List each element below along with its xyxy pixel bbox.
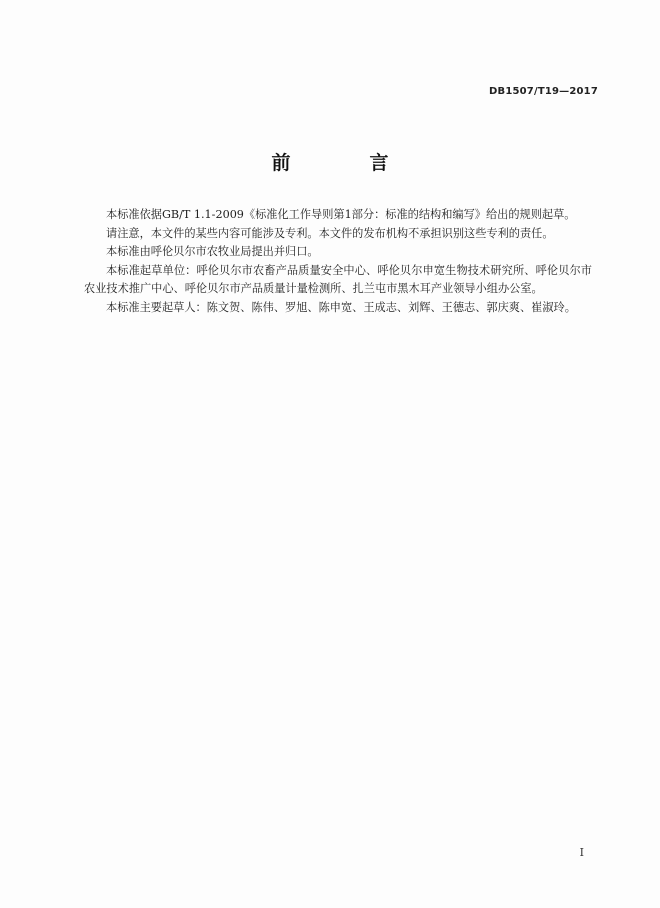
- foreword-body: [84, 206, 592, 317]
- page-number: I: [579, 846, 584, 859]
- page-title: 前 言: [271, 152, 419, 174]
- paragraph-drafting-rules: 本标准依据GB/T 1.1-2009《标准化工作导则第1部分：标准的结构和编写》给出的规则起草。: [106, 208, 576, 221]
- paragraph-drafters: 本标准主要起草人：陈文贺、陈伟、罗旭、陈申宽、王成志、刘辉、王德志、郭庆爽、崔淑玲。: [106, 300, 576, 314]
- paragraph-drafting-units: 本标准起草单位：呼伦贝尔市农畜产品质量安全中心、呼伦贝尔申宽生物技术研究所、呼伦贝尔市农业技术推广中心、呼伦贝尔市产品质量计量检测所、扎兰屯市黑木耳产业领导小组办公室。: [84, 263, 592, 295]
- standard-code: DB1507/T19—2017: [489, 86, 598, 97]
- paragraph-proposer: 本标准由呼伦贝尔市农牧业局提出并归口。: [106, 245, 319, 258]
- paragraph-patent-notice: 请注意，本文件的某些内容可能涉及专利。本文件的发布机构不承担识别这些专利的责任。: [106, 226, 554, 240]
